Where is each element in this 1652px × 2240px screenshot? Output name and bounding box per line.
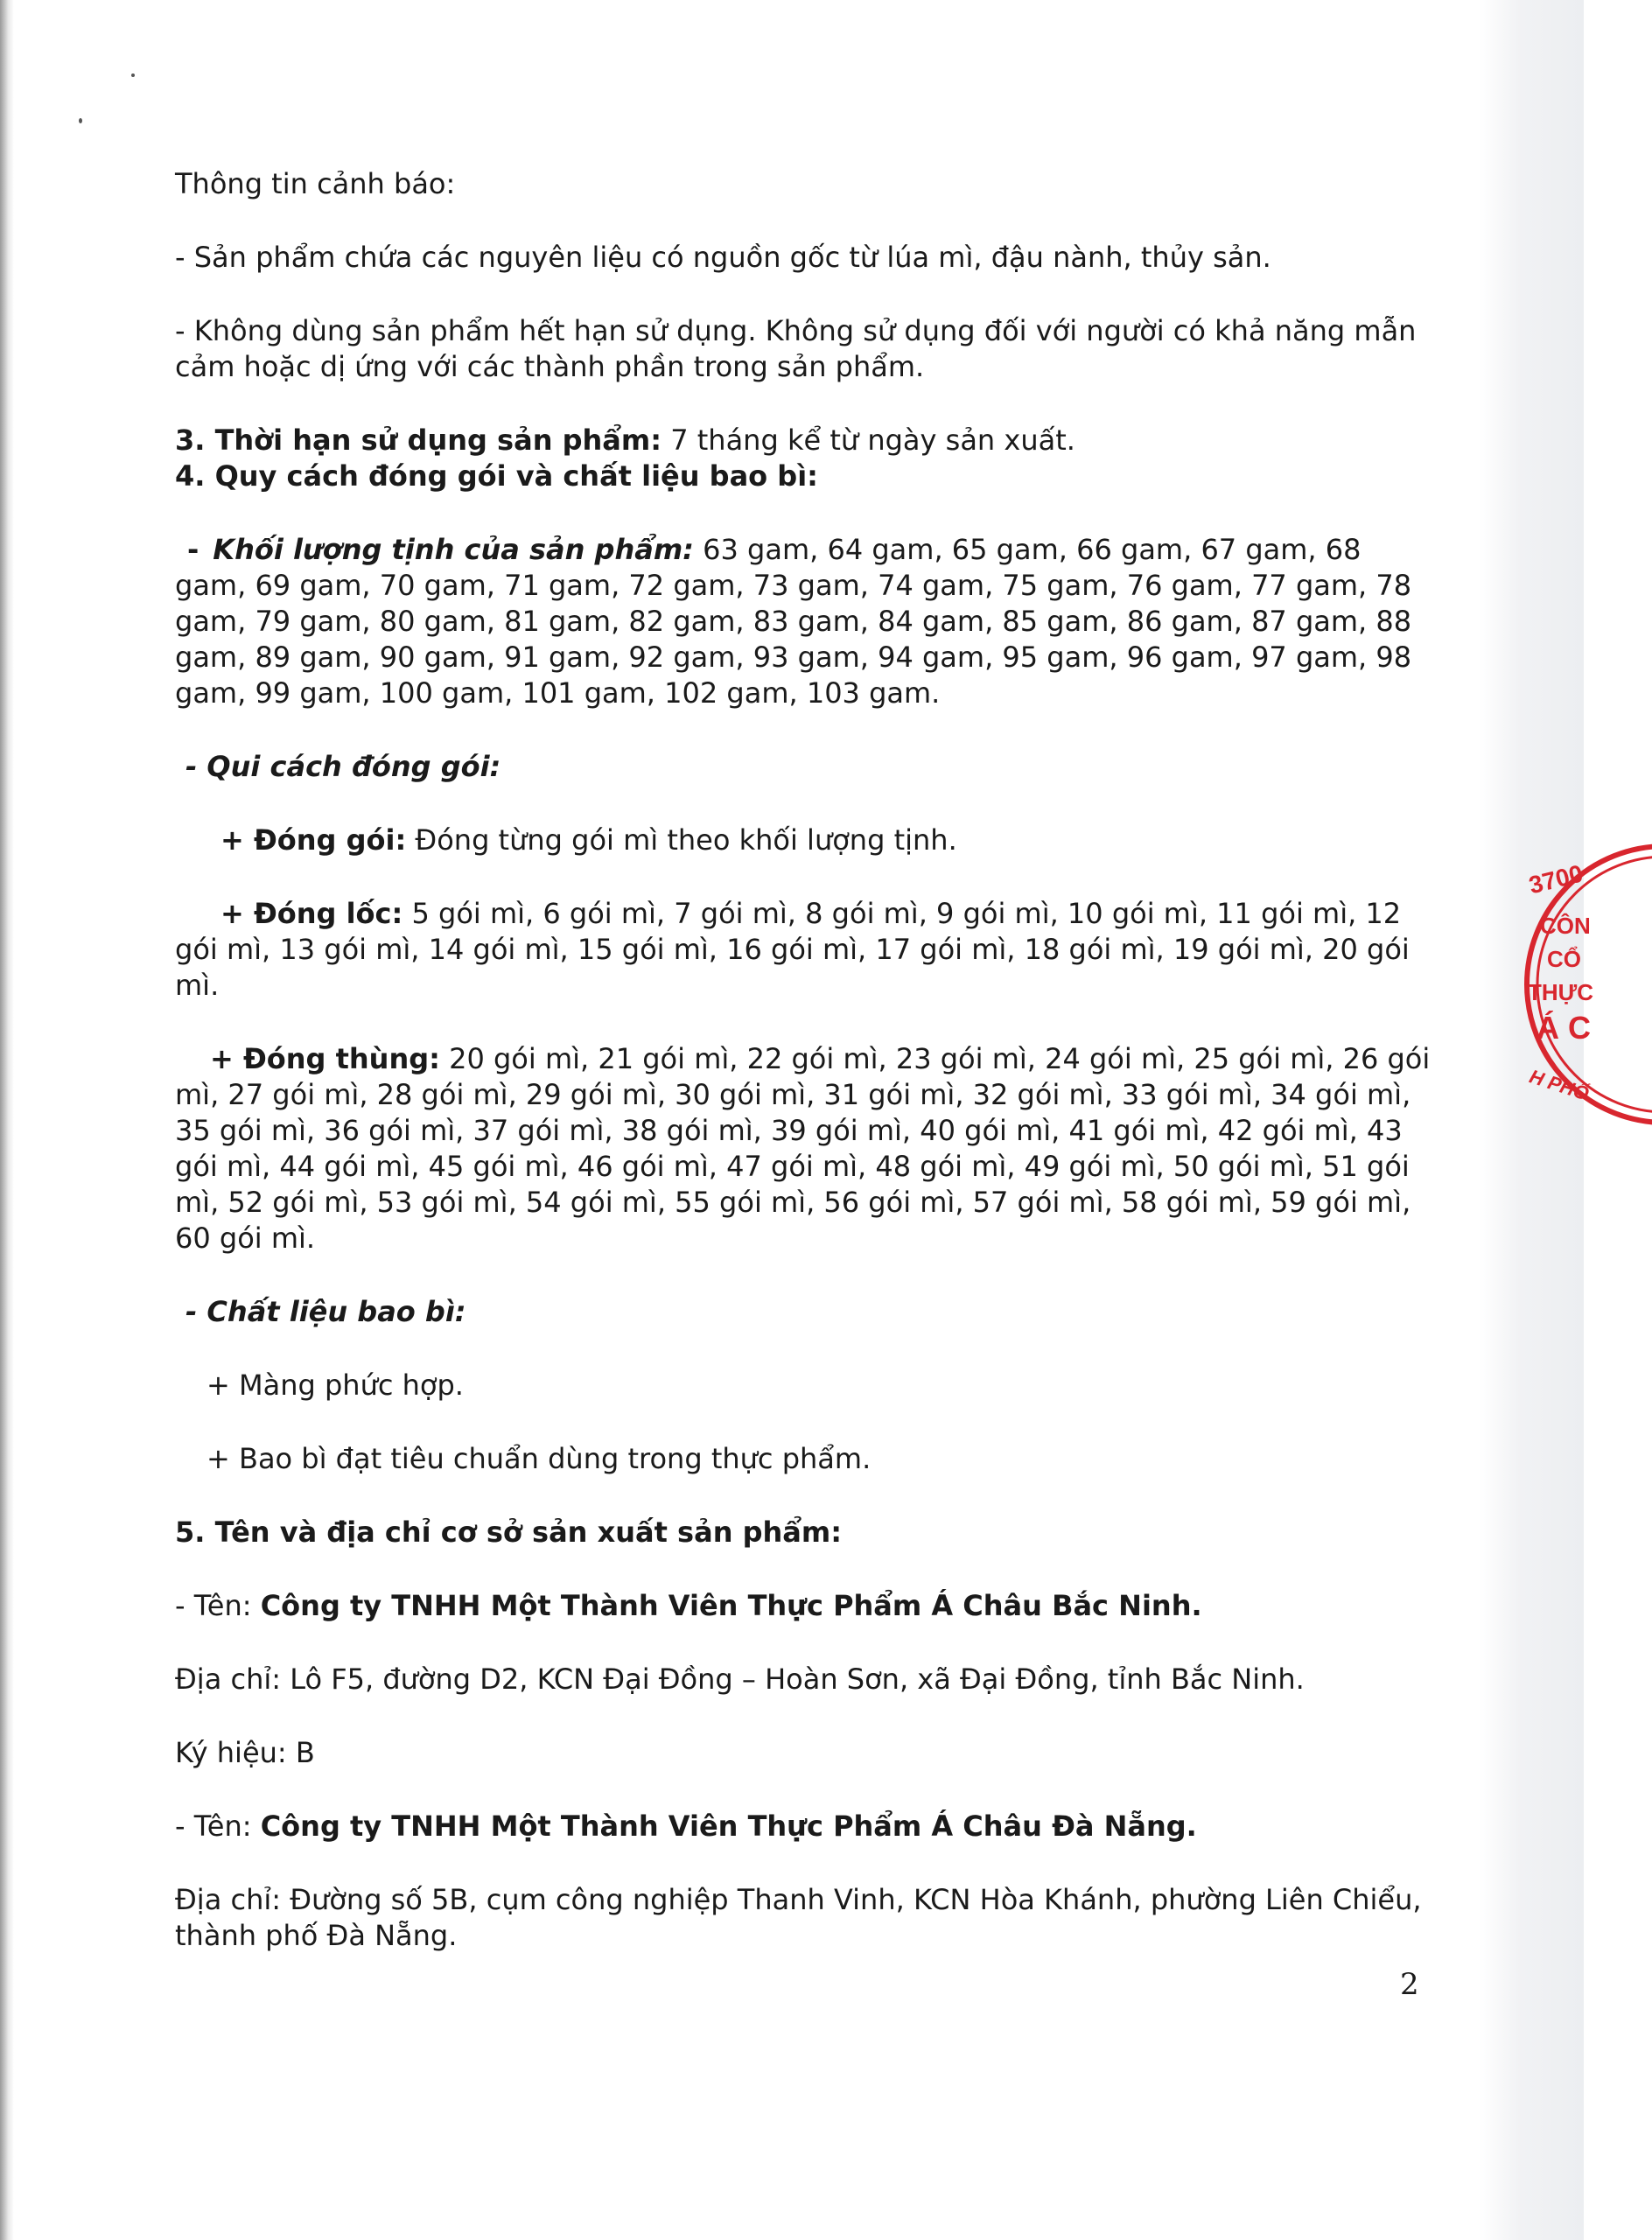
seal-line1: CÔN <box>1540 913 1591 939</box>
seal-icon <box>1512 836 1652 1133</box>
packing-thung <box>175 1041 1435 1256</box>
factory2-name-prefix: - Tên: <box>175 1810 261 1843</box>
net-weight-paragraph <box>175 532 1435 711</box>
scan-speck <box>131 74 135 77</box>
factory2-address: Địa chỉ: Đường số 5B, cụm công nghiệp Thanh Vinh, KCN Hòa Khánh, phường Liên Chiểu, thành phố Đà Nẵng. <box>175 1883 1422 1952</box>
seal-line4: Á C <box>1536 1010 1591 1046</box>
scan-speck <box>79 118 82 123</box>
packing-loc-label: + Đóng lốc: <box>220 897 403 930</box>
packing-loc <box>175 896 1435 1004</box>
factory1-name-prefix: - Tên: <box>175 1589 261 1622</box>
section-shelf-life-value: 7 tháng kể từ ngày sản xuất. <box>662 424 1075 457</box>
company-seal-stamp <box>1512 836 1652 1133</box>
seal-bottom: H PHỐ <box>1526 1065 1592 1105</box>
material-heading: - Chất liệu bao bì: <box>186 1295 466 1328</box>
net-weight-dash: - <box>187 533 200 566</box>
seal-line2: CỔ <box>1547 946 1581 972</box>
scan-edge-left <box>0 0 14 2240</box>
packing-goi <box>175 822 1435 858</box>
factory1-address: Địa chỉ: Lô F5, đường D2, KCN Đại Đồng – Hoàn Sơn, xã Đại Đồng, tỉnh Bắc Ninh. <box>175 1662 1305 1696</box>
seal-line3: THỰC <box>1528 979 1594 1005</box>
warning-title: Thông tin cảnh báo: <box>175 167 456 200</box>
warning-item-expiry: - Không dùng sản phẩm hết hạn sử dụng. Không sử dụng đối với người có khả năng mẫn cảm hoặc dị ứng với các thành phần trong sản phẩm. <box>175 314 1417 383</box>
section-packaging-heading: 4. Quy cách đóng gói và chất liệu bao bì: <box>175 459 818 493</box>
seal-code: 3700 <box>1526 859 1586 900</box>
factory1-symbol: Ký hiệu: B <box>175 1736 315 1769</box>
packing-heading: - Qui cách đóng gói: <box>186 750 501 783</box>
section-shelf-life <box>175 423 1435 458</box>
warning-item-allergen: - Sản phẩm chứa các nguyên liệu có nguồn gốc từ lúa mì, đậu nành, thủy sản. <box>175 241 1271 274</box>
section-shelf-life-label: 3. Thời hạn sử dụng sản phẩm: <box>175 424 662 457</box>
page-number: 2 <box>1400 1967 1419 2002</box>
section-manufacturer-heading: 5. Tên và địa chỉ cơ sở sản xuất sản phẩm: <box>175 1516 843 1549</box>
factory1-name <box>175 1588 1435 1624</box>
packing-loc-value: 5 gói mì, 6 gói mì, 7 gói mì, 8 gói mì, 9 gói mì, 10 gói mì, 11 gói mì, 12 gói mì, 13 gói mì, 14 gói mì, 15 gói mì, 16 gói mì, 17 gói mì, 18 gói mì, 19 gói mì, 20 gói mì. <box>175 897 1410 1002</box>
factory2-name-value: Công ty TNHH Một Thành Viên Thực Phẩm Á Châu Đà Nẵng. <box>260 1810 1197 1843</box>
packing-goi-value: Đóng từng gói mì theo khối lượng tịnh. <box>406 823 957 857</box>
net-weight-values: 63 gam, 64 gam, 65 gam, 66 gam, 67 gam, 68 gam, 69 gam, 70 gam, 71 gam, 72 gam, 73 gam, 74 gam, 75 gam, 76 gam, 77 gam, 78 gam, 79 gam, 80 gam, 81 gam, 82 gam, 83 gam, 84 gam, 85 gam, 86 gam, 87 gam, 88 gam, 89 gam, 90 gam, 91 gam, 92 gam, 93 gam, 94 gam, 95 gam, 96 gam, 97 gam, 98 gam, 99 gam, 100 gam, 101 gam, 102 gam, 103 gam. <box>175 533 1412 710</box>
packing-thung-label: + Đóng thùng: <box>210 1042 440 1075</box>
document-page <box>175 166 1435 1954</box>
net-weight-label: Khối lượng tịnh của sản phẩm: <box>213 533 694 566</box>
material-item-standard: + Bao bì đạt tiêu chuẩn dùng trong thực phẩm. <box>206 1442 872 1475</box>
factory1-name-value: Công ty TNHH Một Thành Viên Thực Phẩm Á Châu Bắc Ninh. <box>260 1589 1202 1622</box>
packing-goi-label: + Đóng gói: <box>220 823 407 857</box>
packing-thung-value: 20 gói mì, 21 gói mì, 22 gói mì, 23 gói mì, 24 gói mì, 25 gói mì, 26 gói mì, 27 gói mì, 28 gói mì, 29 gói mì, 30 gói mì, 31 gói mì, 32 gói mì, 33 gói mì, 34 gói mì, 35 gói mì, 36 gói mì, 37 gói mì, 38 gói mì, 39 gói mì, 40 gói mì, 41 gói mì, 42 gói mì, 43 gói mì, 44 gói mì, 45 gói mì, 46 gói mì, 47 gói mì, 48 gói mì, 49 gói mì, 50 gói mì, 51 gói mì, 52 gói mì, 53 gói mì, 54 gói mì, 55 gói mì, 56 gói mì, 57 gói mì, 58 gói mì, 59 gói mì, 60 gói mì. <box>175 1042 1431 1255</box>
material-item-film: + Màng phức hợp. <box>206 1368 464 1402</box>
factory2-name <box>175 1809 1435 1844</box>
